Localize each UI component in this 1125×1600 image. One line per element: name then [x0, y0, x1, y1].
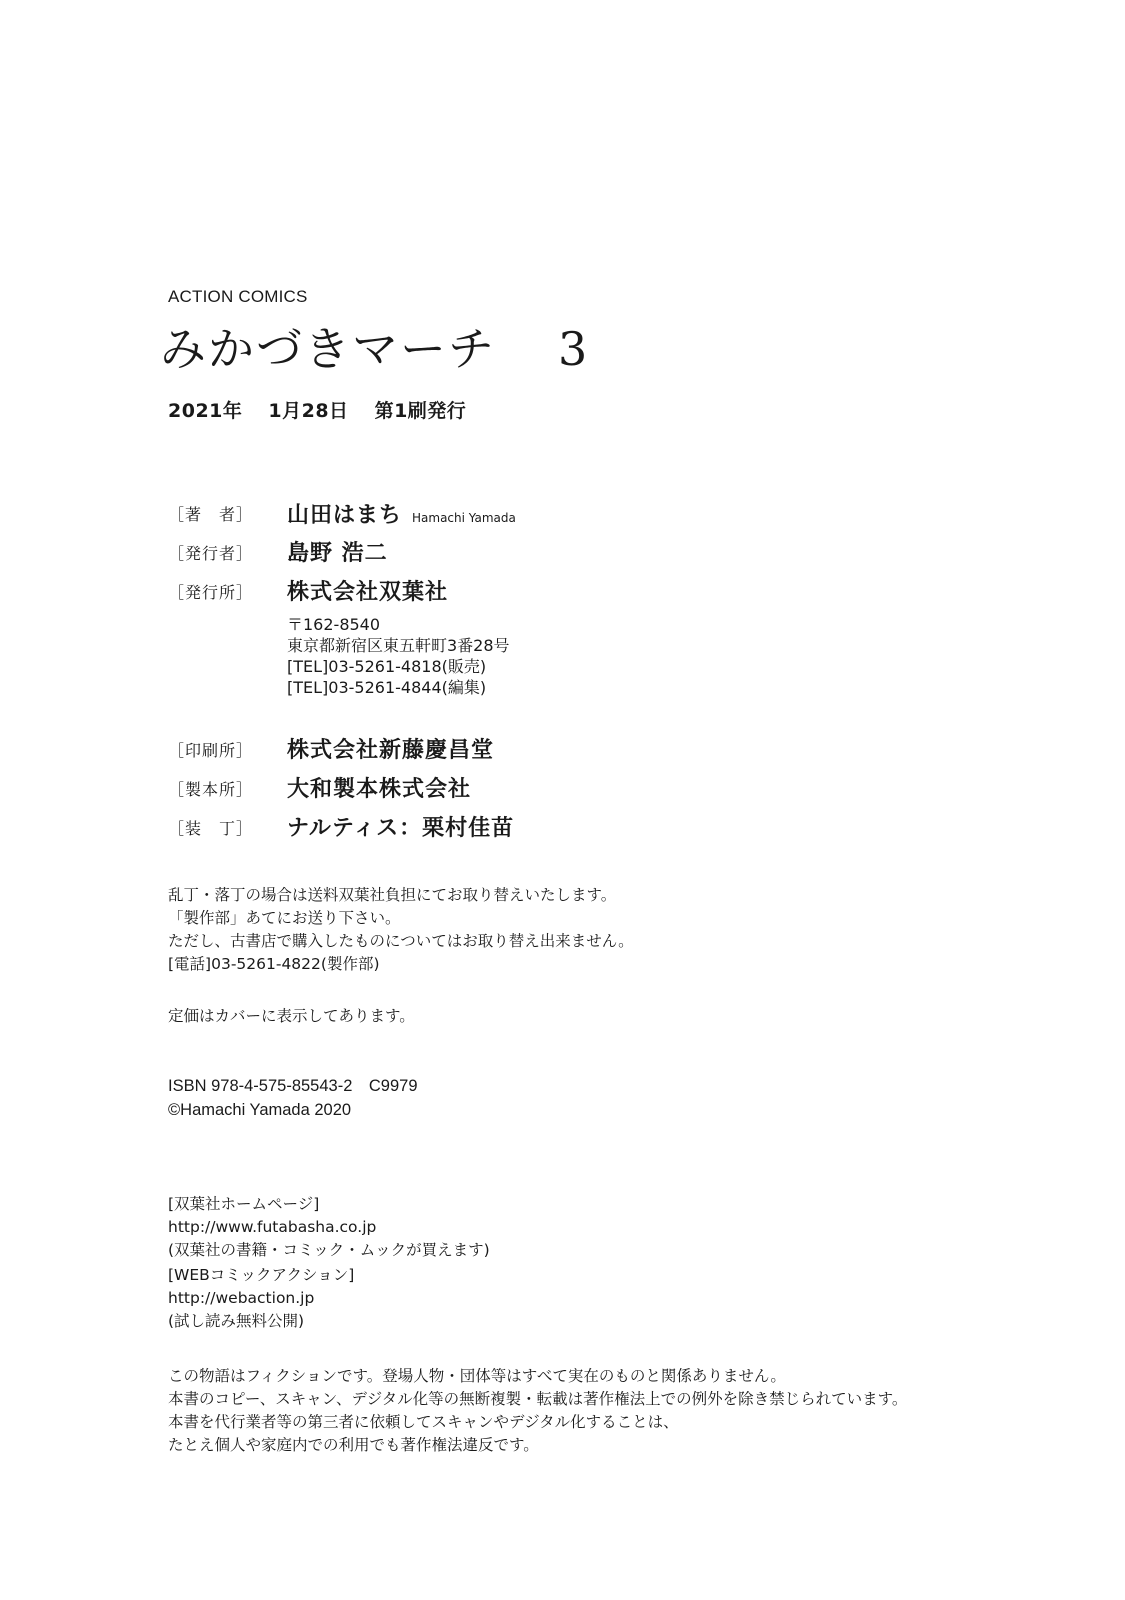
pub-date: 1月28日	[268, 400, 349, 422]
author-name: 山田はまち	[287, 503, 403, 528]
address-block	[287, 614, 510, 698]
credit-value-author	[287, 498, 516, 529]
address-line: [TEL]03-5261-4844(編集)	[287, 678, 487, 697]
credit-label-design: ［装 丁］	[168, 819, 254, 838]
replacement-notice	[168, 884, 634, 976]
links-block	[168, 1193, 490, 1333]
link-note: (試し読み無料公開)	[168, 1312, 305, 1330]
link-heading: [WEBコミックアクション]	[168, 1266, 355, 1284]
volume-number: 3	[558, 322, 590, 376]
pub-year: 2021年	[168, 400, 243, 422]
address-line: [TEL]03-5261-4818(販売)	[287, 657, 487, 676]
credit-value-design: ナルティス：栗村佳苗	[287, 816, 515, 841]
disclaimer-line: たとえ個人や家庭内での利用でも著作権法違反です。	[168, 1436, 539, 1454]
link-note: (双葉社の書籍・コミック・ムックが買えます)	[168, 1241, 490, 1259]
pub-edition: 第1刷発行	[374, 400, 467, 422]
credit-label-publishing-house: ［発行所］	[168, 583, 254, 602]
title-text: みかづきマーチ	[160, 322, 496, 376]
book-title	[160, 313, 589, 379]
isbn: ISBN 978-4-575-85543-2 C9979	[168, 1077, 418, 1095]
notice-line: [電話]03-5261-4822(製作部)	[168, 955, 380, 973]
address-line: 東京都新宿区東五軒町3番28号	[287, 636, 510, 655]
credit-label-binder: ［製本所］	[168, 780, 254, 799]
credit-value-publishing-house: 株式会社双葉社	[287, 580, 449, 605]
publication-date	[168, 396, 466, 423]
series-label: ACTION COMICS	[168, 287, 308, 306]
credit-value-printer: 株式会社新藤慶昌堂	[287, 738, 495, 763]
notice-line: ただし、古書店で購入したものについてはお取り替え出来ません。	[168, 932, 634, 950]
address-line: 〒162-8540	[287, 615, 381, 634]
homepage-link[interactable]: http://www.futabasha.co.jp	[168, 1218, 377, 1236]
link-heading: [双葉社ホームページ]	[168, 1195, 320, 1213]
disclaimer-line: この物語はフィクションです。登場人物・団体等はすべて実在のものと関係ありません。	[168, 1367, 786, 1385]
price-note: 定価はカバーに表示してあります。	[168, 1007, 415, 1025]
credit-label-printer: ［印刷所］	[168, 741, 254, 760]
disclaimer	[168, 1365, 907, 1457]
notice-line: 乱丁・落丁の場合は送料双葉社負担にてお取り替えいたします。	[168, 886, 617, 904]
credit-value-publisher: 島野 浩二	[287, 541, 388, 566]
credit-label-publisher: ［発行者］	[168, 544, 254, 563]
credit-label-author: ［著 者］	[168, 505, 254, 524]
copyright: ©Hamachi Yamada 2020	[168, 1101, 352, 1119]
notice-line: 「製作部」あてにお送り下さい。	[168, 909, 401, 927]
author-roman: Hamachi Yamada	[412, 511, 516, 525]
credit-value-binder: 大和製本株式会社	[287, 777, 472, 802]
disclaimer-line: 本書を代行業者等の第三者に依頼してスキャンやデジタル化することは、	[168, 1413, 679, 1431]
disclaimer-line: 本書のコピー、スキャン、デジタル化等の無断複製・転載は著作権法上での例外を除き禁じられています。	[168, 1390, 908, 1408]
webaction-link[interactable]: http://webaction.jp	[168, 1289, 315, 1307]
